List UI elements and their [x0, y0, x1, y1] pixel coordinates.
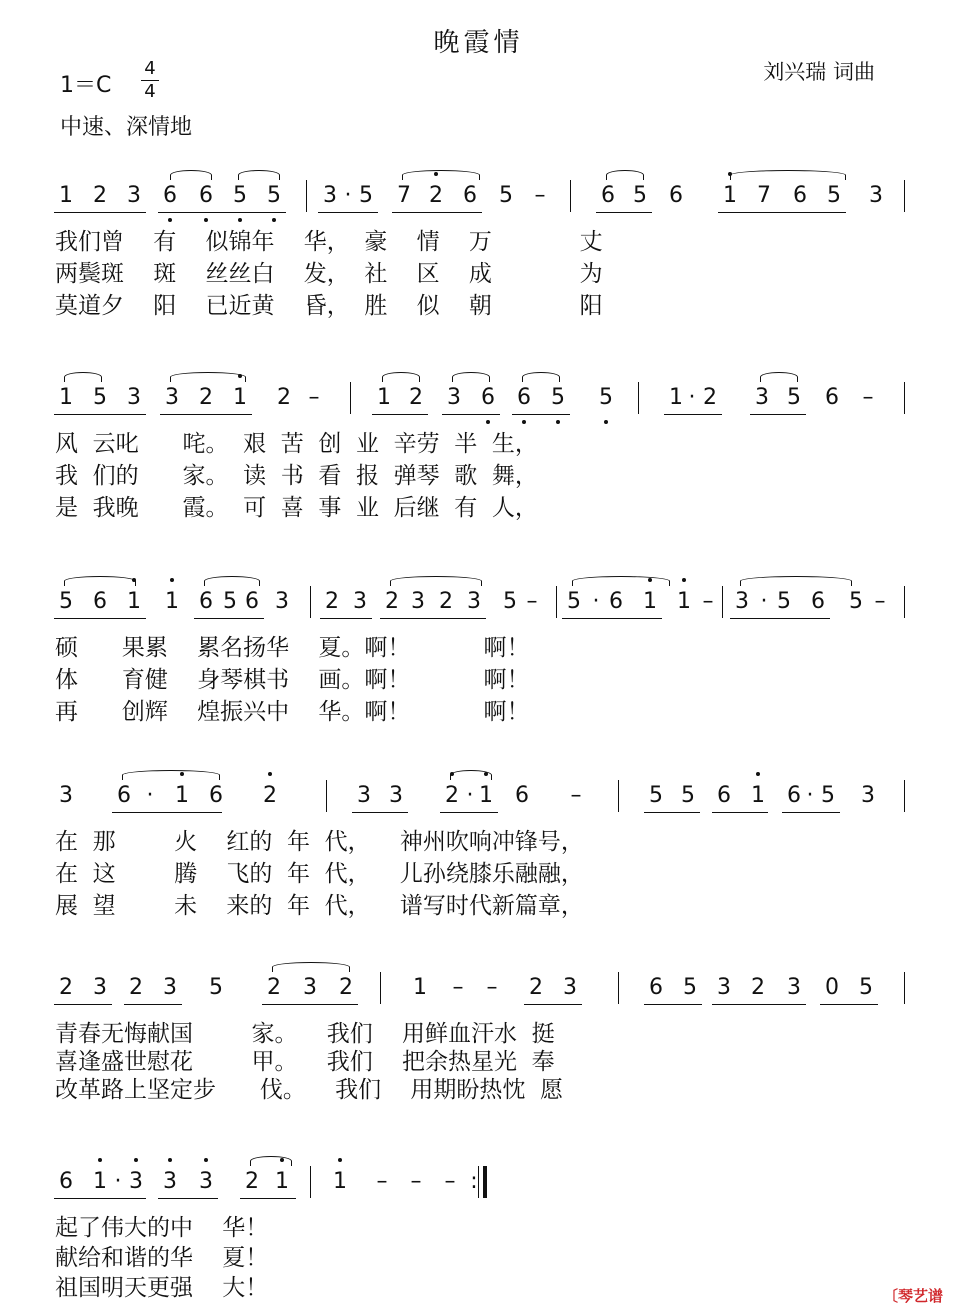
watermark-text: 琴艺谱 [897, 1287, 943, 1305]
tempo-marking: 中速、深情地 [60, 115, 193, 140]
lyric-verse-2: 在 这 腾 飞的 年 代， 儿孙绕膝乐融融， [55, 861, 584, 887]
lyric-verse-1: 起了伟大的中 华！ [55, 1215, 269, 1241]
lyric-verse-1: 在 那 火 红的 年 代， 神州吹响冲锋号， [55, 829, 584, 855]
notation-glyphs: 2 3 2 3 5 2 3 2 1 – – 2 3 6 5 3 2 3 0 5 [0, 968, 957, 1008]
lyric-verse-1: 硕 果累 累名扬华 夏。啊！ 啊！ [55, 635, 530, 661]
time-signature-top: 4 [144, 58, 156, 79]
lyric-verse-3: 改革路上坚定步 伐。 我们 用期盼热忱 愿 [55, 1077, 563, 1103]
notation-glyphs: 5 6 1 1 6 5 6 3 2 3 2 3 2 3 5 – 5 · 6 1 1 – 3 · 5 6 5 – [0, 582, 957, 622]
lyric-verse-3: 祖国明天更强 大！ [55, 1275, 269, 1301]
lyric-verse-2: 献给和谐的华 夏！ [55, 1245, 269, 1271]
lyric-verse-2: 我 们的 家。 读 书 看 报 弹琴 歌 舞， [55, 463, 538, 489]
lyric-verse-3: 再 创辉 煌振兴中 华。啊！ 啊！ [55, 699, 530, 725]
time-signature-bottom: 4 [144, 81, 156, 102]
lyric-verse-1: 青春无悔献国 家。 我们 用鲜血汗水 挺 [55, 1021, 555, 1047]
watermark-logo [883, 1285, 943, 1306]
notation-glyphs: 1 5 3 3 2 1 2 – 1 2 3 6 6 5 5 1 · 2 3 5 6 – [0, 378, 957, 418]
notation-glyphs: 1 2 3 6 6 5 5 3 · 5 7 2 6 5 – 6 5 6 1 7 6 5 3 [0, 176, 957, 216]
notation-glyphs: 3 6 · 1 6 2 3 3 2 · 1 6 – 5 5 6 1 6 · 5 3 [0, 776, 957, 816]
time-signature [138, 58, 162, 103]
lyric-verse-1: 我们曾 有 似锦年 华， 豪 情 万 丈 [55, 229, 603, 255]
composer-credit: 刘兴瑞 词曲 [763, 60, 875, 84]
lyric-verse-3: 展 望 未 来的 年 代， 谱写时代新篇章， [55, 893, 584, 919]
lyric-verse-2: 两鬓斑 斑 丝丝白 发， 社 区 成 为 [55, 261, 603, 287]
notation-glyphs: 6 1 · 3 3 3 2 1 1 – – – : [0, 1162, 957, 1202]
lyric-verse-3: 莫道夕 阳 已近黄 昏， 胜 似 朝 阳 [55, 293, 603, 319]
key-signature: 1＝C [60, 73, 112, 98]
lyric-verse-2: 喜逢盛世慰花 甲。 我们 把余热星光 奉 [55, 1049, 555, 1075]
song-title: 晚霞情 [433, 28, 524, 58]
lyric-verse-1: 风 云叱 咤。 艰 苦 创 业 辛劳 半 生， [55, 431, 538, 457]
lyric-verse-2: 体 育健 身琴棋书 画。啊！ 啊！ [55, 667, 530, 693]
lyric-verse-3: 是 我晚 霞。 可 喜 事 业 后继 有 人， [55, 495, 538, 521]
watermark-icon: 〔 [882, 1287, 898, 1305]
